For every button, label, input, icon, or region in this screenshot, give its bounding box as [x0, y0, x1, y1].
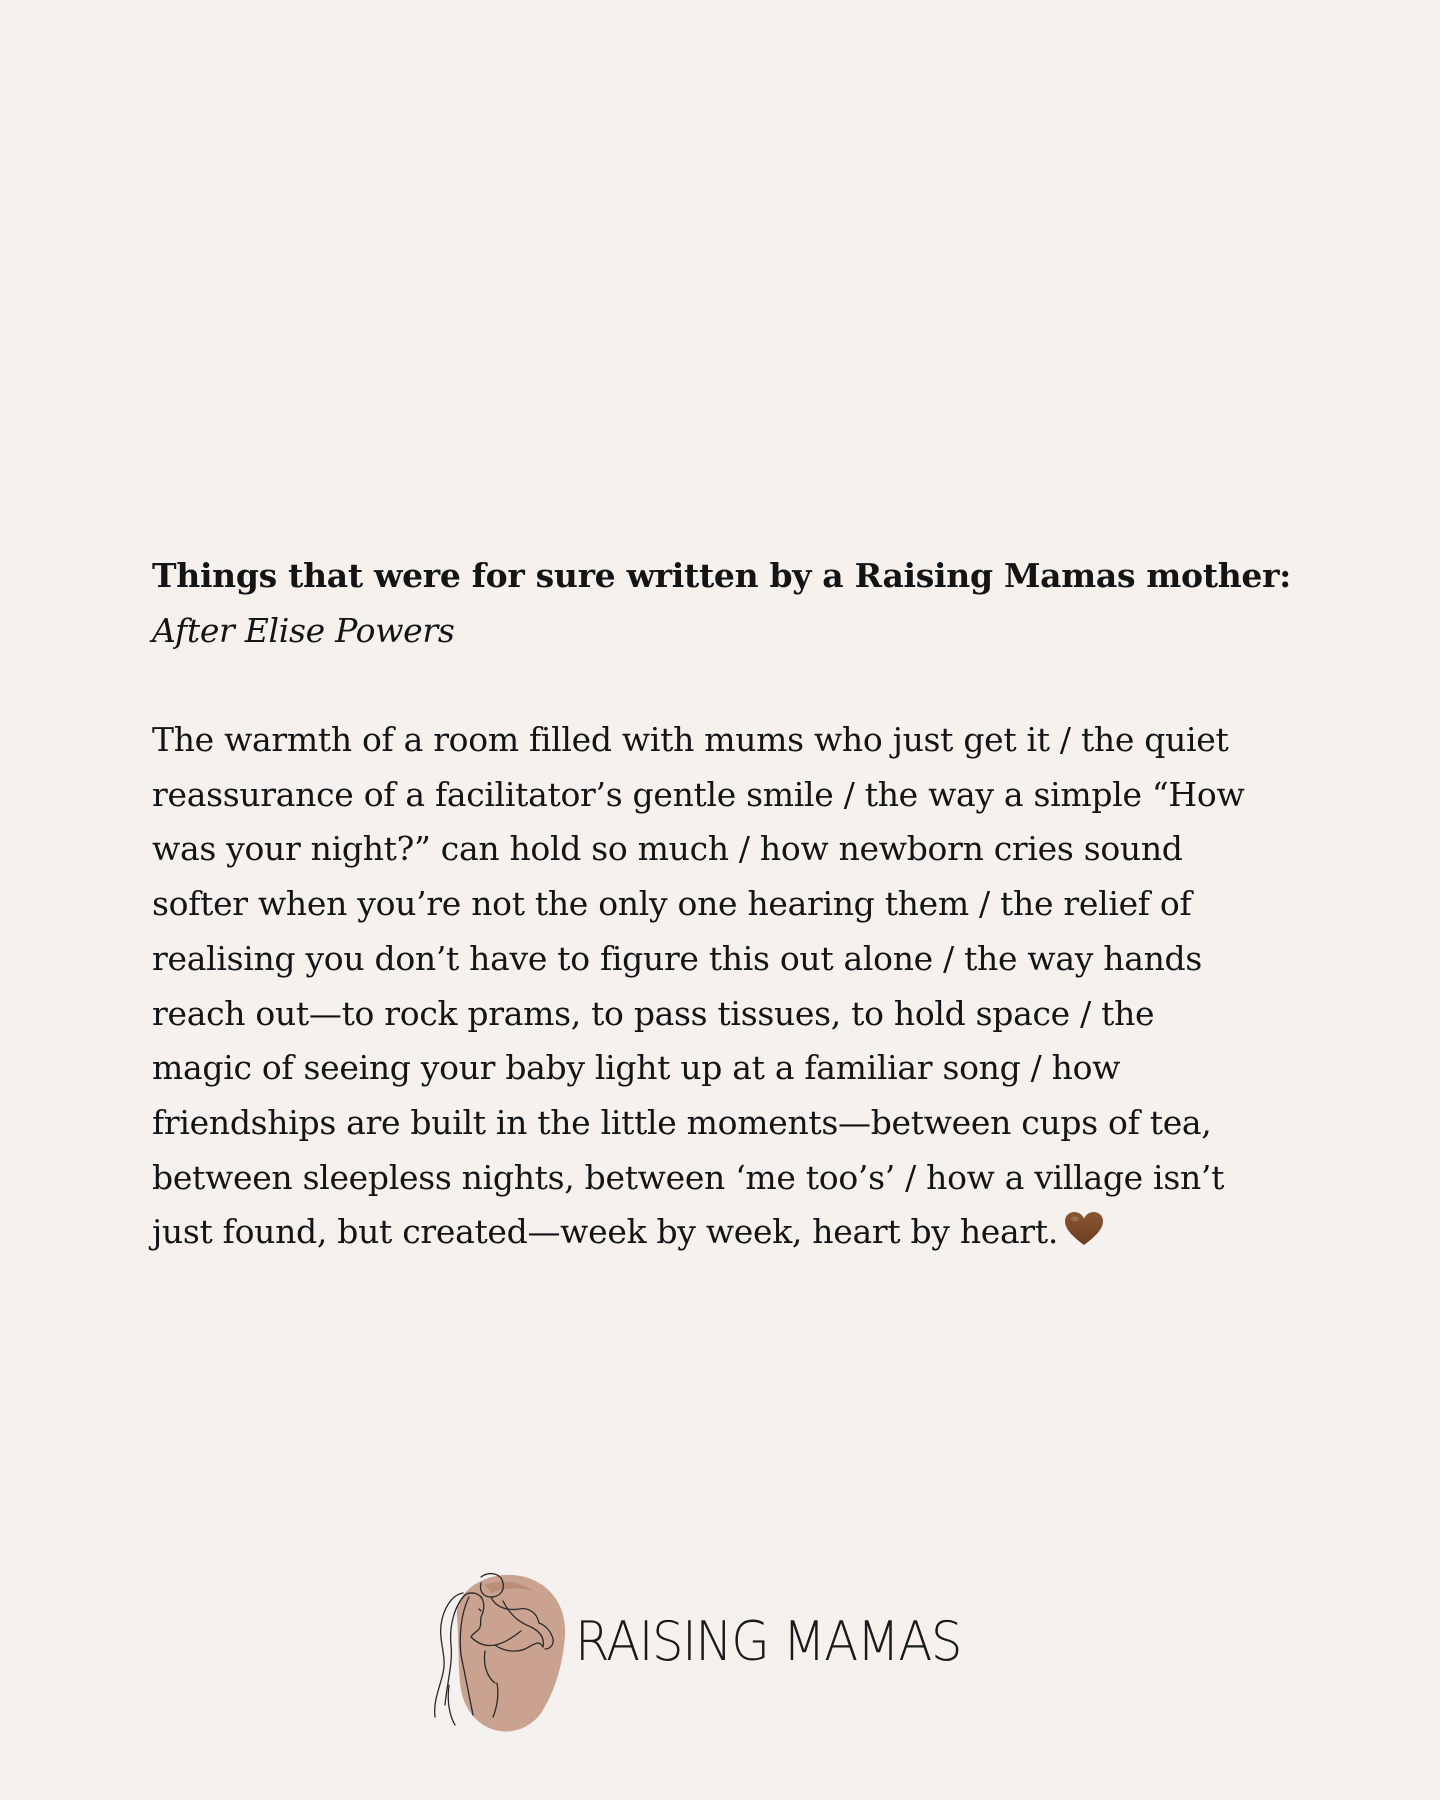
poem-subtitle: After Elise Powers	[152, 611, 455, 650]
mother-and-baby-line-art-icon	[425, 1565, 575, 1735]
logo-wordmark: RAISING MAMAS	[575, 1610, 962, 1673]
poem-body	[152, 713, 1302, 1260]
poem-last-line	[152, 1205, 1302, 1260]
poem-title: Things that were for sure written by a Raising Mamas mother:	[152, 556, 1292, 595]
poem-line: friendships are built in the little moments—between cups of tea,	[152, 1102, 1212, 1142]
poem-line: between sleepless nights, between ‘me too’s’ / how a village isn’t	[152, 1157, 1225, 1197]
poem-line: reassurance of a facilitator’s gentle smile / the way a simple “How	[152, 774, 1245, 814]
poem-line: magic of seeing your baby light up at a familiar song / how	[152, 1048, 1121, 1088]
poem-line: just found, but created—week by week, heart by heart.	[152, 1212, 1059, 1252]
logo-blob	[457, 1575, 565, 1732]
poem-line: The warmth of a room filled with mums who just get it / the quiet	[152, 720, 1229, 759]
poem-line: reach out—to rock prams, to pass tissues, to hold space / the	[152, 993, 1155, 1033]
poem-line: softer when you’re not the only one hearing them / the relief of	[152, 884, 1192, 924]
raising-mamas-logo	[425, 1565, 1025, 1735]
brown-heart-icon	[1064, 1211, 1104, 1247]
poem-line: realising you don’t have to figure this out alone / the way hands	[152, 938, 1203, 978]
poem-block	[152, 548, 1302, 1260]
poem-line: was your night?” can hold so much / how newborn cries sound	[152, 829, 1183, 869]
